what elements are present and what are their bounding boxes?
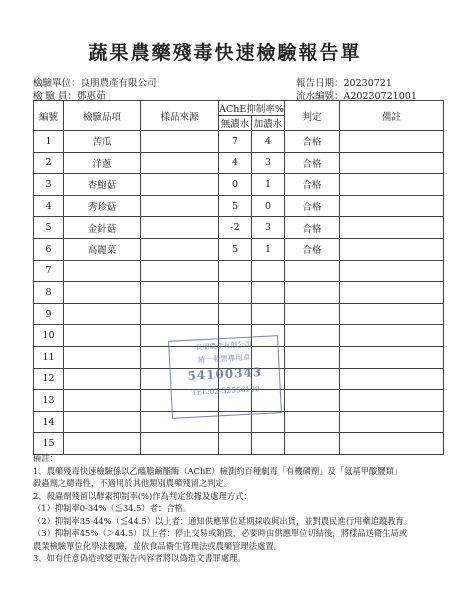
row-item: 杏鮑菇 (64, 174, 141, 196)
row-judge (285, 346, 340, 368)
row-judge: 合格 (285, 131, 340, 153)
note-line-7: 農業檢驗單位化學法複驗，並依食品衛生管理法或農藥管理法處置。 (33, 540, 282, 551)
row-judge: 合格 (285, 238, 340, 260)
row-remark (340, 152, 444, 174)
table-row (34, 303, 444, 325)
row-judge: 合格 (285, 217, 340, 239)
row-item: 金針菇 (64, 217, 141, 239)
row-no: 12 (34, 368, 64, 390)
table-row (34, 282, 444, 304)
row-remark (340, 131, 444, 153)
row-source (141, 217, 219, 239)
row-judge: 合格 (285, 195, 340, 217)
row-judge (285, 390, 340, 412)
unit-label: 檢驗單位： (33, 78, 81, 89)
row-no: 7 (34, 260, 64, 282)
row-wash (252, 282, 285, 304)
header-item: 檢驗品項 (64, 101, 141, 131)
row-remark (340, 282, 444, 304)
serial-value: A20230721001 (343, 91, 417, 102)
row-source (141, 303, 219, 325)
row-no-wash: -2 (219, 217, 252, 239)
row-item (64, 282, 141, 304)
row-item (64, 303, 141, 325)
company-stamp (168, 335, 282, 419)
row-source (141, 195, 219, 217)
row-source (141, 152, 219, 174)
row-wash: 0 (252, 195, 285, 217)
row-item: 洋蔥 (64, 152, 141, 174)
row-judge: 合格 (285, 152, 340, 174)
table-row (34, 174, 444, 196)
row-no: 8 (34, 282, 64, 304)
header-no: 編號 (34, 101, 64, 131)
note-line-2: 殺蟲劑之總毒性，不適用於其他類別農藥殘留之判定。 (33, 478, 233, 488)
row-judge (285, 282, 340, 304)
serial-label: 流水編號： (296, 91, 344, 102)
header-source: 樣品來源 (141, 101, 219, 131)
note-line-5: （2）抑制率35-44%（≦44.5）以上者：通知供應單位延期採收與出貨，並對農民進行用藥追蹤教育。 (33, 515, 413, 526)
row-wash: 3 (252, 152, 285, 174)
note-line-4: （1）抑制率0-34%（≦34.5）者：合格。 (33, 503, 192, 513)
row-no-wash (219, 260, 252, 282)
stamp-company: 良朋農產有限公司 (195, 340, 252, 352)
stamp-caption: 統一發票專用章 (197, 352, 251, 365)
stamp-phone: TEL:02-32556100 (191, 384, 261, 397)
row-no: 2 (34, 152, 64, 174)
row-no-wash: 0 (219, 174, 252, 196)
row-judge: 合格 (285, 174, 340, 196)
row-source (141, 174, 219, 196)
row-item: 高麗菜 (64, 238, 141, 260)
row-item (64, 390, 141, 412)
row-wash (252, 260, 285, 282)
row-source (141, 260, 219, 282)
notes-section (33, 452, 443, 565)
header-judge: 判定 (285, 101, 340, 131)
row-judge (285, 303, 340, 325)
row-judge (285, 325, 340, 347)
row-no: 11 (34, 346, 64, 368)
note-line-8: 3、如有任意偽造或變更報告內容者將以偽造文書罪處理。 (33, 553, 246, 563)
table-row (34, 131, 444, 153)
row-no: 10 (34, 325, 64, 347)
table-row (34, 238, 444, 260)
row-wash: 3 (252, 217, 285, 239)
row-wash: 1 (252, 174, 285, 196)
row-no: 9 (34, 303, 64, 325)
row-item (64, 411, 141, 433)
row-no-wash: 4 (219, 152, 252, 174)
row-remark (340, 303, 444, 325)
row-judge (285, 368, 340, 390)
row-remark (340, 390, 444, 412)
row-judge (285, 260, 340, 282)
table-row (34, 152, 444, 174)
row-no: 6 (34, 238, 64, 260)
row-remark (340, 174, 444, 196)
row-no: 15 (34, 433, 64, 455)
header-no-wash: 無濃水 (219, 116, 252, 131)
row-remark (340, 411, 444, 433)
row-no-wash: 5 (219, 195, 252, 217)
header-remark: 備註 (340, 101, 444, 131)
row-wash (252, 303, 285, 325)
unit-value: 良朋農產有限公司 (80, 78, 157, 89)
row-remark (340, 368, 444, 390)
stamp-tax-id: 54100343 (187, 365, 263, 383)
row-no: 5 (34, 217, 64, 239)
date-field (296, 75, 392, 89)
row-item (64, 346, 141, 368)
row-no: 4 (34, 195, 64, 217)
table-row (34, 195, 444, 217)
report-title: 蔬果農藥殘毒快速檢驗報告單 (88, 42, 362, 64)
row-no-wash (219, 282, 252, 304)
row-wash (252, 411, 285, 433)
header-wash: 加濃水 (252, 116, 285, 131)
table-row (34, 260, 444, 282)
row-item (64, 368, 141, 390)
row-source (141, 131, 219, 153)
note-line-6: （3）抑制率45%（＞44.5）以上者：停止交易或銷毀，必要時由供應單位切結後，將樣品送衛生局或 (33, 528, 408, 538)
row-no-wash: 7 (219, 131, 252, 153)
row-remark (340, 260, 444, 282)
row-wash: 1 (252, 238, 285, 260)
header-ache: AChE抑制率% (219, 101, 285, 116)
row-source (141, 282, 219, 304)
row-judge (285, 411, 340, 433)
row-remark (340, 217, 444, 239)
row-remark (340, 346, 444, 368)
notes-heading: 備註： (33, 453, 58, 463)
row-item (64, 325, 141, 347)
row-no: 3 (34, 174, 64, 196)
row-no-wash (219, 303, 252, 325)
row-wash: 4 (252, 131, 285, 153)
inspector-value: 鄧惠茹 (77, 91, 106, 102)
row-item (64, 260, 141, 282)
row-no: 13 (34, 390, 64, 412)
table-row (34, 217, 444, 239)
date-label: 報告日期： (296, 78, 344, 89)
row-remark (340, 238, 444, 260)
row-item: 苦瓜 (64, 131, 141, 153)
row-source (141, 238, 219, 260)
date-value: 20230721 (343, 78, 392, 89)
note-line-3: 2、殺蟲劑殘留以酵素抑制率(%)作為判定依據及處理方式： (33, 490, 252, 501)
row-no: 1 (34, 131, 64, 153)
unit-field (33, 75, 157, 89)
row-item: 秀珍菇 (64, 195, 141, 217)
row-remark (340, 195, 444, 217)
note-line-1: 1、農藥殘毒快速檢驗係以乙醯膽鹼酯酶（AChE）檢測約百種劇毒「有機磷劑」及「氨基甲酸鹽類」 (33, 465, 403, 476)
row-no-wash: 5 (219, 238, 252, 260)
inspector-label: 檢 驗 員： (33, 91, 78, 102)
row-no: 14 (34, 411, 64, 433)
row-remark (340, 325, 444, 347)
